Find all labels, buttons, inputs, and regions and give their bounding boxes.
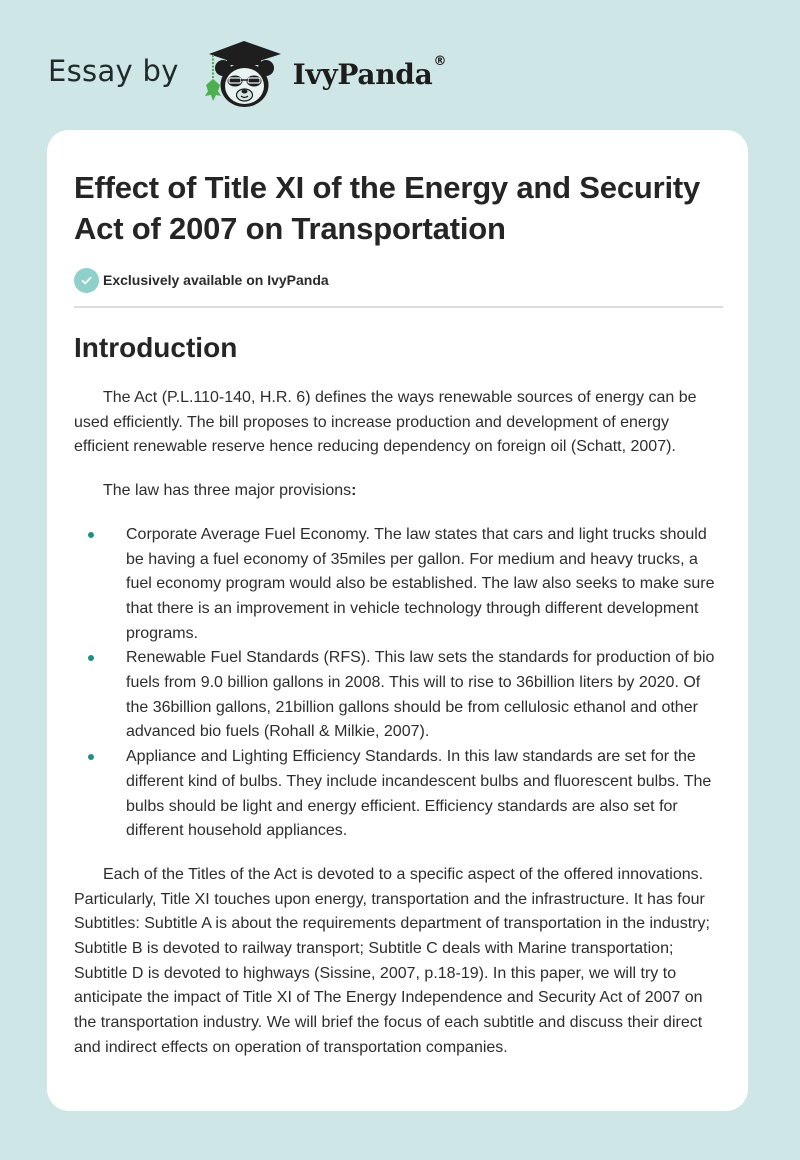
check-circle-icon <box>74 268 99 293</box>
brand-name: IvyPanda® <box>292 53 447 91</box>
section-heading-introduction: Introduction <box>74 332 238 363</box>
essay-card <box>47 130 748 1111</box>
bullet-icon <box>88 754 94 760</box>
exclusive-badge <box>74 267 724 293</box>
essay-content <box>74 130 724 1061</box>
bullet-icon <box>88 655 94 661</box>
exclusive-badge-text: Exclusively available on IvyPanda <box>103 272 329 288</box>
page-title: Effect of Title XI of the Energy and Security Act of 2007 on Transportation <box>74 170 701 246</box>
list-item: Corporate Average Fuel Economy. The law states that cars and light trucks should be having a fuel economy of 35miles per gallon. For medium and heavy trucks, a fuel economy program would also be established. The law also seeks to make sure that there is an improvement in vehicle technology through different development programs. <box>74 523 724 647</box>
provisions-list <box>74 523 724 844</box>
paragraph-intro-titles: Each of the Titles of the Act is devoted to a specific aspect of the offered innovations. Particularly, Title XI touches upon energy, transportation and the infrastructure. It has four Subtitles: Subtitle A is about the requirements department of transportation in the industry; Subtitle B is devoted to railway transport; Subtitle C deals with Marine transportation; Subtitle D is devoted to highways (Sissine, 2007, p.18-19). In this paper, we will try to anticipate the impact of Title XI of The Energy Independence and Security Act of 2007 on the transportation industry. We will brief the focus of each subtitle and discuss their direct and indirect effects on operation of transportation companies. <box>74 865 710 1056</box>
paragraph-intro-1: The Act (P.L.110-140, H.R. 6) defines the ways renewable sources of energy can be used efficiently. The bill proposes to increase production and development of energy efficient renewable reserve hence reducing dependency on foreign oil (Schatt, 2007). <box>74 389 697 456</box>
title-divider <box>74 306 723 308</box>
panda-graduate-logo-icon <box>199 35 289 111</box>
bullet-icon <box>88 532 94 538</box>
brand-prefix: Essay by <box>48 54 179 88</box>
registered-mark: ® <box>433 53 447 69</box>
list-item: Appliance and Lighting Efficiency Standards. In this law standards are set for the different kind of bulbs. They include incandescent bulbs and fluorescent bulbs. The bulbs should be light and energy efficient. Efficiency standards are also set for different household appliances. <box>74 745 724 844</box>
paragraph-provisions-lead: The law has three major provisions: <box>103 482 357 500</box>
list-item: Renewable Fuel Standards (RFS). This law sets the standards for production of bio fuels from 9.0 billion gallons in 2008. This will to rise to 36billion liters by 2020. Of the 36billion gallons, 21billion gallons should be from cellulosic ethanol and other advanced bio fuels (Rohall & Milkie, 2007). <box>74 646 724 745</box>
site-header-brand[interactable] <box>48 33 446 113</box>
